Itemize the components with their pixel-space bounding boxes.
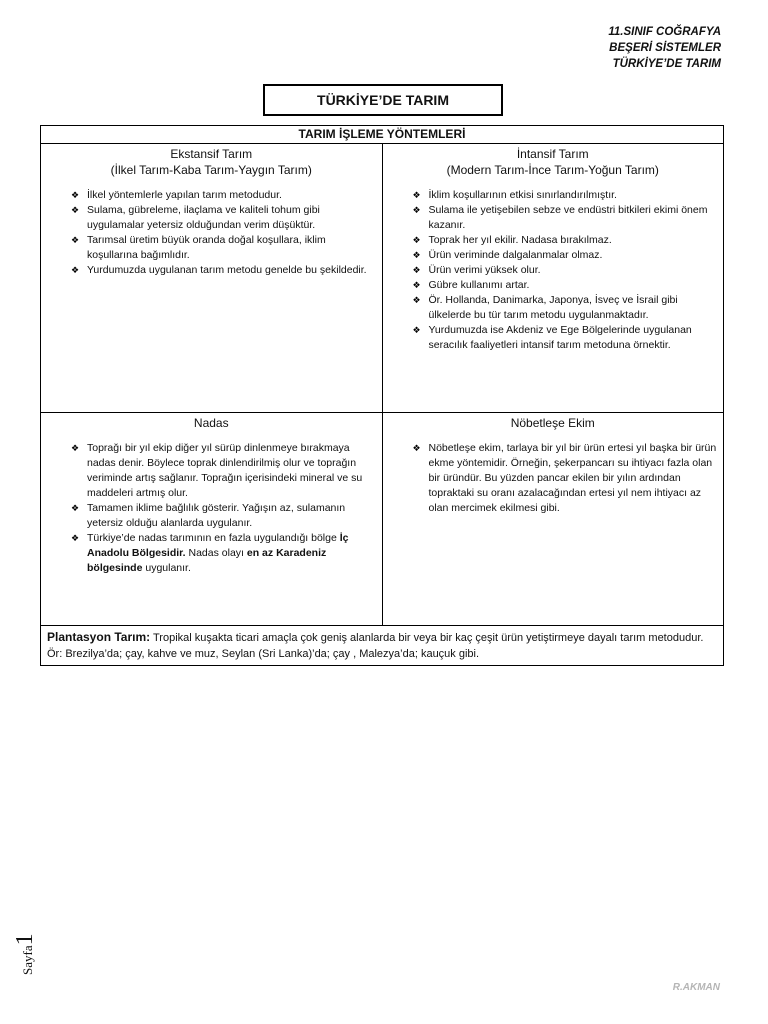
- author-footer: R.AKMAN: [672, 982, 720, 993]
- intansif-subtitle: (Modern Tarım-İnce Tarım-Yoğun Tarım): [446, 163, 659, 177]
- list-item: ❖ Toprak her yıl ekilir. Nadasa bırakılmaz.: [415, 233, 718, 248]
- header-class: 11.SINIF COĞRAFYA: [608, 26, 721, 38]
- ekstansif-title: Ekstansif Tarım: [170, 147, 253, 161]
- list-item: ❖ Gübre kullanımı artar.: [415, 278, 718, 293]
- list-item: [73, 531, 376, 576]
- intansif-list: [389, 188, 718, 353]
- nadas-list: [47, 441, 376, 576]
- ekstansif-list: [47, 188, 376, 278]
- nadas-cell: [41, 413, 383, 626]
- table-heading: TARIM İŞLEME YÖNTEMLERİ: [41, 126, 724, 144]
- page-word: Sayfa: [20, 945, 35, 975]
- document-header: [608, 24, 721, 72]
- list-item: ❖ Tamamen iklime bağlılık gösterir. Yağışın az, sulamanın yetersiz olduğu alanlarda uygulanır.: [73, 501, 376, 531]
- ekstansif-subtitle: (İlkel Tarım-Kaba Tarım-Yaygın Tarım): [110, 163, 312, 177]
- list-item: ❖ Tarımsal üretim büyük oranda doğal koşullara, iklim koşullarına bağımlıdır.: [73, 233, 376, 263]
- plantasyon-label: Plantasyon Tarım:: [47, 630, 151, 644]
- header-unit: BEŞERİ SİSTEMLER: [609, 42, 721, 54]
- nadas-title: Nadas: [193, 416, 229, 430]
- bold-region: İç Anadolu Bölgesidir.: [87, 532, 349, 559]
- text-span: Türkiye’de nadas tarımının en fazla uygulandığı bölge: [87, 532, 340, 544]
- nobetlese-title: Nöbetleşe Ekim: [510, 416, 595, 430]
- list-item: ❖ Ürün verimi yüksek olur.: [415, 263, 718, 278]
- nobetlese-cell: [382, 413, 724, 626]
- list-item: ❖ Ör. Hollanda, Danimarka, Japonya, İsveç ve İsrail gibi ülkelerde bu tür tarım metodu uygulanmaktadır.: [415, 293, 718, 323]
- intansif-title: İntansif Tarım: [516, 147, 589, 161]
- list-item: ❖ Nöbetleşe ekim, tarlaya bir yıl bir ürün ertesi yıl başka bir ürün ekme yöntemidir. Örneğin, şekerpancarı su ihtiyacı fazla olan bir üründür. Bu yüzden pancar ekilen bir yılın ardından topraktaki su oranı azalacağından ertesi yıl nem ihtiyacı az olan mercimek ekilmesi gibi.: [415, 441, 718, 516]
- text-span: uygulanır.: [142, 562, 191, 574]
- text-span: Nadas olayı: [185, 547, 247, 559]
- intansif-cell: [382, 144, 724, 413]
- list-item: ❖ Toprağı bir yıl ekip diğer yıl sürüp dinlenmeye bırakmaya nadas denir. Böylece toprak dinlendirilmiş olur ve toprağın veriminde artış sağlanır. Toprağın içerisindeki mineral ve su maddeleri artmış olur.: [73, 441, 376, 501]
- ekstansif-cell: [41, 144, 383, 413]
- plantasyon-cell: [41, 626, 724, 666]
- list-item: ❖ İklim koşullarının etkisi sınırlandırılmıştır.: [415, 188, 718, 203]
- methods-table: [40, 125, 724, 666]
- list-item: ❖ Sulama ile yetişebilen sebze ve endüstri bitkileri ekimi önem kazanır.: [415, 203, 718, 233]
- page-title: TÜRKİYE’DE TARIM: [263, 84, 503, 116]
- bold-region: en az Karadeniz bölgesinde: [87, 547, 327, 574]
- plantasyon-text: Tropikal kuşakta ticari amaçla çok geniş alanlarda bir veya bir kaç çeşit ürün yetiştirmeye dayalı tarım metodudur. Ör: Brezilya’da; çay, kahve ve muz, Seylan (Sri Lanka)’da; çay , Malezya’da; kauçuk gibi.: [47, 632, 704, 660]
- list-item: ❖ Yurdumuzda uygulanan tarım metodu genelde bu şekildedir.: [73, 263, 376, 278]
- list-item: ❖ Sulama, gübreleme, ilaçlama ve kaliteli tohum gibi uygulamalar yetersiz olduğundan verim düşüktür.: [73, 203, 376, 233]
- list-item: ❖ Yurdumuzda ise Akdeniz ve Ege Bölgelerinde uygulanan seracılık faaliyetleri intansif tarım metoduna örnektir.: [415, 323, 718, 353]
- page-number-value: 1: [12, 933, 38, 946]
- page-number: [12, 915, 56, 975]
- list-item: ❖ İlkel yöntemlerle yapılan tarım metodudur.: [73, 188, 376, 203]
- list-item: ❖ Ürün veriminde dalgalanmalar olmaz.: [415, 248, 718, 263]
- nobetlese-list: [389, 441, 718, 516]
- header-topic: TÜRKİYE’DE TARIM: [612, 58, 721, 70]
